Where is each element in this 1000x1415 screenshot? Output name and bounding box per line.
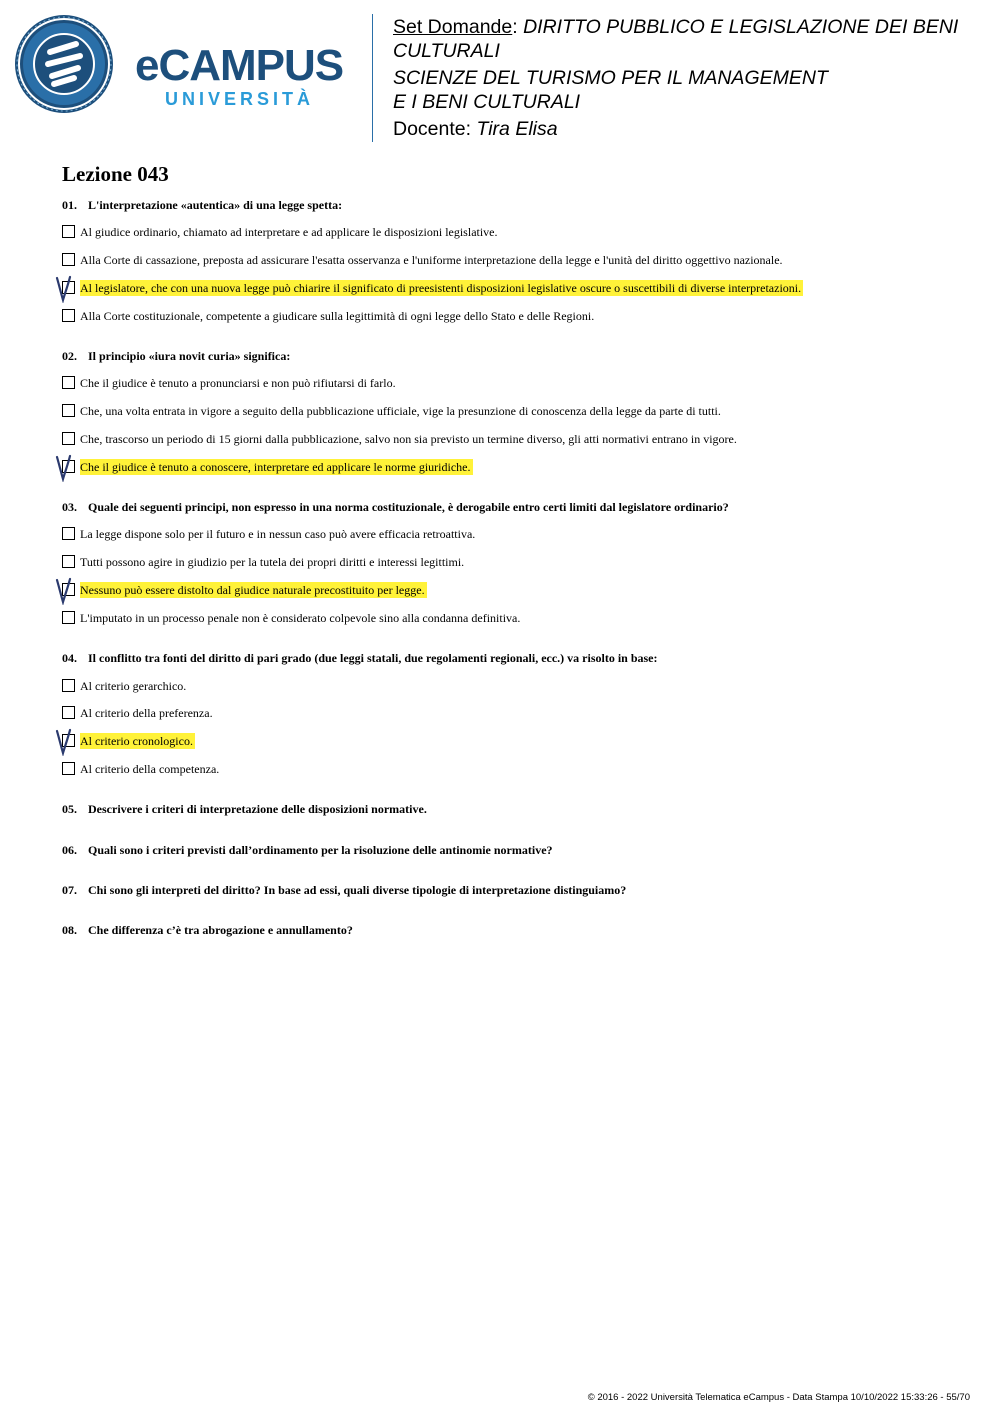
answer-text: L'imputato in un processo penale non è considerato colpevole sino alla condanna definitiva.	[80, 611, 521, 625]
handwritten-check-icon	[54, 454, 74, 482]
answer-text: Tutti possono agire in giudizio per la tutela dei propri diritti e interessi legittimi.	[80, 555, 465, 569]
answer-checkbox[interactable]	[62, 679, 75, 692]
question-01: 01. L'interpretazione «autentica» di una legge spetta:	[62, 198, 343, 212]
set-label: Set Domande	[393, 16, 513, 38]
course-line1: SCIENZE DEL TURISMO PER IL MANAGEMENT	[393, 67, 828, 89]
answer-checkbox[interactable]	[62, 762, 75, 775]
answer-text: La legge dispone solo per il futuro e in nessun caso può avere efficacia retroattiva.	[80, 527, 476, 541]
course-line2: E I BENI CULTURALI	[393, 90, 581, 113]
question-text: L'interpretazione «autentica» di una legge spetta:	[88, 198, 343, 212]
answer-text: Alla Corte di cassazione, preposta ad assicurare l'esatta osservanza e l'uniforme interpretazione della legge e l'unità del diritto oggettivo nazionale.	[80, 253, 783, 267]
question-text: Quali sono i criteri previsti dall’ordinamento per la risoluzione delle antinomie normative?	[88, 843, 553, 857]
question-04: 04. Il conflitto tra fonti del diritto di pari grado (due leggi statali, due regolamenti regionali, ecc.) va risolto in base:	[62, 651, 658, 665]
logo-subtitle: UNIVERSITÀ	[165, 89, 315, 109]
answer-text-highlighted: Al legislatore, che con una nuova legge può chiarire il significato di preesistenti disposizioni legislative oscure o suscettibili di diverse interpretazioni.	[80, 281, 802, 295]
answer-checkbox[interactable]	[62, 706, 75, 719]
ecampus-logo-emblem	[14, 14, 114, 114]
answer-checkbox[interactable]	[62, 225, 75, 238]
page-header	[0, 0, 1000, 150]
answer-checkbox[interactable]	[62, 253, 75, 266]
header-divider	[372, 14, 373, 142]
question-text: Che differenza c’è tra abrogazione e annullamento?	[88, 923, 353, 937]
answer-checkbox[interactable]	[62, 555, 75, 568]
question-text: Descrivere i criteri di interpretazione delle disposizioni normative.	[88, 802, 427, 816]
question-text: Quale dei seguenti principi, non espresso in una norma costituzionale, è derogabile entro certi limiti dal legislatore ordinario?	[88, 500, 729, 514]
question-07: 07. Chi sono gli interpreti del diritto? In base ad essi, quali diverse tipologie di interpretazione distinguiamo?	[62, 883, 627, 897]
page-footer: © 2016 - 2022 Università Telematica eCampus - Data Stampa 10/10/2022 15:33:26 - 55/70	[587, 1392, 970, 1403]
answer-checkbox[interactable]	[62, 432, 75, 445]
header-info: Set Domande: DIRITTO PUBBLICO E LEGISLAZIONE DEI BENI CULTURALI SCIENZE DEL TURISMO PER IL MANAGEMENT E I BENI CULTURALI Docente: Tira Elisa	[393, 16, 959, 140]
answer-text: Al criterio gerarchico.	[80, 679, 187, 693]
lesson-title: Lezione 043	[62, 162, 169, 186]
answer-text: Che, una volta entrata in vigore a seguito della pubblicazione ufficiale, vige la presunzione di conoscenza della legge da parte di tutti.	[80, 404, 721, 418]
handwritten-check-icon	[54, 577, 74, 605]
answer-checkbox[interactable]	[62, 527, 75, 540]
logo-wordmark: eCAMPUS	[135, 41, 344, 90]
question-text: Il conflitto tra fonti del diritto di pari grado (due leggi statali, due regolamenti regionali, ecc.) va risolto in base:	[88, 651, 658, 665]
answer-text: Alla Corte costituzionale, competente a giudicare sulla legittimità di ogni legge dello Stato e delle Regioni.	[80, 309, 595, 323]
answer-text-highlighted: Nessuno può essere distolto dal giudice naturale precostituito per legge.	[80, 583, 425, 597]
docente-label: Docente:	[393, 118, 472, 140]
answer-text-highlighted: Al criterio cronologico.	[80, 734, 193, 748]
set-title-line1: DIRITTO PUBBLICO E LEGISLAZIONE DEI BENI	[523, 16, 959, 38]
set-title-line2: CULTURALI	[393, 39, 500, 62]
question-text: Chi sono gli interpreti del diritto? In base ad essi, quali diverse tipologie di interpretazione distinguiamo?	[88, 883, 627, 897]
question-06: 06. Quali sono i criteri previsti dall’ordinamento per la risoluzione delle antinomie normative?	[62, 843, 553, 857]
question-02: 02. Il principio «iura novit curia» significa:	[62, 349, 291, 363]
answer-text: Che, trascorso un periodo di 15 giorni dalla pubblicazione, salvo non sia previsto un termine diverso, gli atti normativi entrano in vigore.	[80, 432, 737, 446]
handwritten-check-icon	[54, 275, 74, 303]
question-08: 08. Che differenza c’è tra abrogazione e annullamento?	[62, 923, 353, 937]
answer-checkbox[interactable]	[62, 309, 75, 322]
question-03: 03. Quale dei seguenti principi, non espresso in una norma costituzionale, è derogabile entro certi limiti dal legislatore ordinario?	[62, 500, 729, 514]
handwritten-check-icon	[54, 728, 74, 756]
answer-checkbox[interactable]	[62, 611, 75, 624]
answer-checkbox[interactable]	[62, 404, 75, 417]
answer-text: Al giudice ordinario, chiamato ad interpretare e ad applicare le disposizioni legislative.	[80, 225, 498, 239]
question-05: 05. Descrivere i criteri di interpretazione delle disposizioni normative.	[62, 802, 427, 816]
answer-text: Al criterio della competenza.	[80, 762, 220, 776]
question-text: Il principio «iura novit curia» significa:	[88, 349, 291, 363]
answer-text: Che il giudice è tenuto a pronunciarsi e non può rifiutarsi di farlo.	[80, 376, 396, 390]
answer-text-highlighted: Che il giudice è tenuto a conoscere, interpretare ed applicare le norme giuridiche.	[80, 460, 471, 474]
answer-text: Al criterio della preferenza.	[80, 706, 213, 720]
answer-checkbox[interactable]	[62, 376, 75, 389]
docente-name: Tira Elisa	[476, 118, 558, 140]
